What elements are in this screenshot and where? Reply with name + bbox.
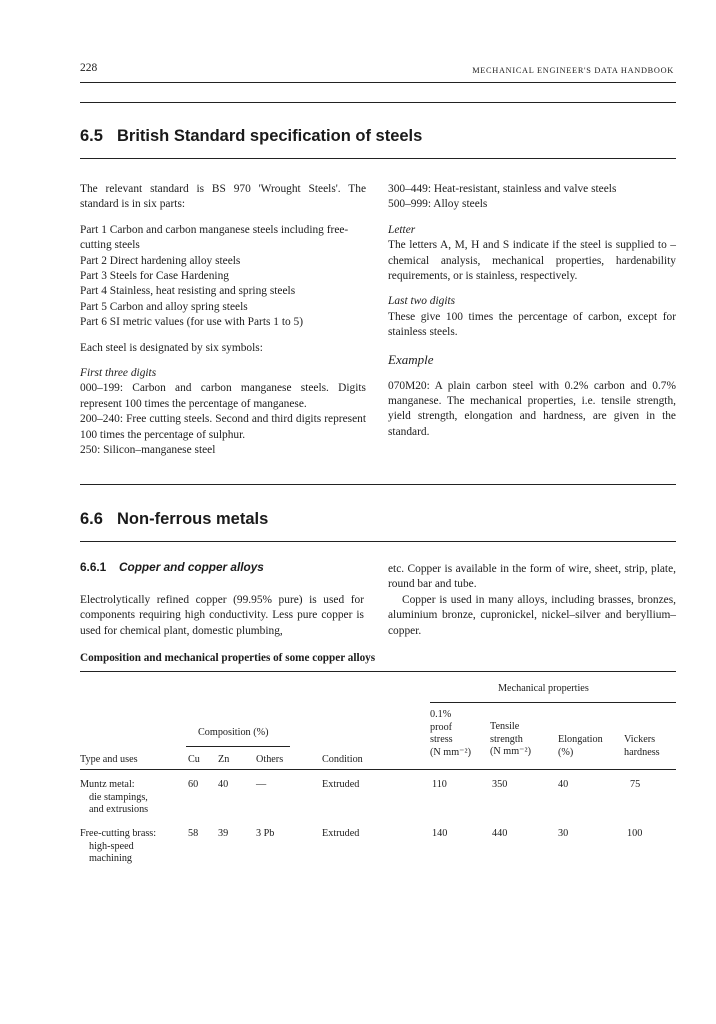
last-two-digits-heading: Last two digits bbox=[388, 295, 456, 308]
tensile-strength-header bbox=[490, 721, 531, 759]
section-end-rule bbox=[80, 484, 676, 485]
header-rule bbox=[80, 82, 676, 83]
table-title: Composition and mechanical properties of some copper alloys bbox=[80, 652, 376, 664]
left-column-6-5 bbox=[80, 182, 366, 459]
use-line: die stampings, bbox=[89, 791, 148, 803]
section-title-rule bbox=[80, 541, 676, 542]
example-heading: Example bbox=[388, 351, 434, 367]
section-number: 6.6 bbox=[80, 510, 103, 528]
digit-range-item: 200–240: Free cutting steels. Second and third digits represent 100 times the percentage of sulphur. bbox=[80, 413, 366, 441]
type-and-uses-header: Type and uses bbox=[80, 754, 138, 765]
elongation-cell: 30 bbox=[558, 828, 569, 839]
header-line: hardness bbox=[624, 746, 660, 758]
use-line: and extrusions bbox=[89, 804, 149, 816]
digit-range-item: 300–449: Heat-resistant, stainless and valve steels bbox=[388, 183, 617, 195]
running-title: MECHANICAL ENGINEER'S DATA HANDBOOK bbox=[472, 66, 674, 75]
section-title-rule bbox=[80, 158, 676, 159]
condition-cell: Extruded bbox=[322, 828, 360, 839]
section-top-rule bbox=[80, 102, 676, 103]
copper-alloys-paragraph: Copper is used in many alloys, including brasses, bronzes, aluminium bronze, cupronickel, nickel–silver and beryllium–copper. bbox=[388, 593, 676, 637]
left-column-6-6 bbox=[80, 593, 364, 639]
header-line: proof bbox=[430, 721, 453, 733]
page-number: 228 bbox=[80, 62, 98, 74]
copper-paragraph: etc. Copper is available in the form of wire, sheet, strip, plate, round bar and tube. bbox=[388, 563, 676, 591]
digit-range-item: 250: Silicon–manganese steel bbox=[80, 444, 216, 457]
table-top-rule bbox=[80, 671, 676, 672]
intro-paragraph: The relevant standard is BS 970 'Wrought Steels'. The standard is in six parts: bbox=[80, 183, 366, 211]
composition-group-rule bbox=[186, 746, 290, 747]
proof-stress-header bbox=[430, 709, 471, 759]
elongation-header bbox=[558, 734, 603, 759]
cu-cell: 58 bbox=[188, 828, 199, 839]
header-line: (N mm⁻²) bbox=[430, 746, 471, 758]
digit-range-item: 000–199: Carbon and carbon manganese steels. Digits represent 100 times the percentage of manganese. bbox=[80, 382, 366, 410]
cu-cell: 60 bbox=[188, 779, 199, 790]
header-line: Vickers bbox=[624, 734, 656, 745]
header-line: 0.1% bbox=[430, 709, 452, 720]
designation-paragraph: Each steel is designated by six symbols: bbox=[80, 341, 263, 354]
digit-range-item: 500–999: Alloy steels bbox=[388, 198, 488, 211]
elongation-cell: 40 bbox=[558, 779, 569, 790]
mechanical-properties-heading: Mechanical properties bbox=[498, 683, 589, 694]
header-line: strength bbox=[490, 733, 523, 745]
vickers-cell: 75 bbox=[630, 779, 641, 790]
others-cell: 3 Pb bbox=[256, 828, 275, 839]
others-cell: — bbox=[256, 779, 267, 790]
part-item: Part 4 Stainless, heat resisting and spring steels bbox=[80, 285, 296, 298]
type-cell bbox=[80, 828, 156, 866]
right-column-6-5 bbox=[388, 182, 676, 440]
first-three-digits-heading: First three digits bbox=[80, 367, 157, 380]
zn-header: Zn bbox=[218, 754, 230, 765]
example-paragraph: 070M20: A plain carbon steel with 0.2% carbon and 0.7% manganese. The mechanical properties, i.e. tensile strength, yield strength, elongation and hardness, are given in the standard. bbox=[388, 379, 676, 438]
letter-heading: Letter bbox=[388, 223, 416, 236]
table-header-rule bbox=[80, 769, 676, 770]
section-title: British Standard specification of steels bbox=[117, 127, 423, 145]
subsection-number: 6.6.1 bbox=[80, 560, 107, 574]
part-item: Part 1 Carbon and carbon manganese steels including free-cutting steels bbox=[80, 223, 349, 252]
type-cell bbox=[80, 779, 148, 817]
composition-heading: Composition (%) bbox=[198, 727, 269, 738]
zn-cell: 39 bbox=[218, 828, 229, 839]
condition-cell: Extruded bbox=[322, 779, 360, 790]
others-header: Others bbox=[256, 754, 284, 765]
part-item: Part 5 Carbon and alloy spring steels bbox=[80, 300, 248, 313]
subsection-title: Copper and copper alloys bbox=[119, 560, 264, 574]
section-heading-6-5 bbox=[80, 127, 422, 146]
part-item: Part 2 Direct hardening alloy steels bbox=[80, 254, 241, 267]
part-item: Part 3 Steels for Case Hardening bbox=[80, 270, 229, 283]
part-item: Part 6 SI metric values (for use with Parts 1 to 5) bbox=[80, 316, 304, 329]
proof-cell: 140 bbox=[432, 828, 448, 839]
copper-paragraph: Electrolytically refined copper (99.95% pure) is used for components requiring high conductivity. Less pure copper is used for chemical plant, domestic plumbing, bbox=[80, 594, 364, 637]
header-line: (%) bbox=[558, 746, 574, 758]
mechanical-group-rule bbox=[430, 702, 676, 703]
header-line: (N mm⁻²) bbox=[490, 746, 531, 758]
condition-header: Condition bbox=[322, 754, 363, 765]
use-line: machining bbox=[89, 853, 133, 865]
right-column-6-6 bbox=[388, 562, 676, 639]
subsection-heading-6-6-1 bbox=[80, 560, 264, 574]
vickers-cell: 100 bbox=[627, 828, 643, 839]
last-two-digits-paragraph: These give 100 times the percentage of carbon, except for stainless steels. bbox=[388, 310, 676, 339]
header-line: stress bbox=[430, 734, 453, 746]
tensile-cell: 350 bbox=[492, 779, 508, 790]
letter-paragraph: The letters A, M, H and S indicate if the steel is supplied to – chemical analysis, mechanical properties, hardenability requirements, or is stainless, respectively. bbox=[388, 239, 676, 283]
cu-header: Cu bbox=[188, 754, 200, 765]
type-line: Free-cutting brass: bbox=[80, 828, 157, 839]
vickers-header bbox=[624, 734, 660, 759]
tensile-cell: 440 bbox=[492, 828, 508, 839]
type-line: Muntz metal: bbox=[80, 779, 135, 790]
header-line: Tensile bbox=[490, 721, 520, 732]
use-line: high-speed bbox=[89, 840, 134, 852]
header-line: Elongation bbox=[558, 734, 603, 745]
zn-cell: 40 bbox=[218, 779, 229, 790]
section-title: Non-ferrous metals bbox=[117, 510, 269, 528]
proof-cell: 110 bbox=[432, 779, 447, 790]
section-number: 6.5 bbox=[80, 127, 103, 145]
section-heading-6-6 bbox=[80, 510, 268, 529]
